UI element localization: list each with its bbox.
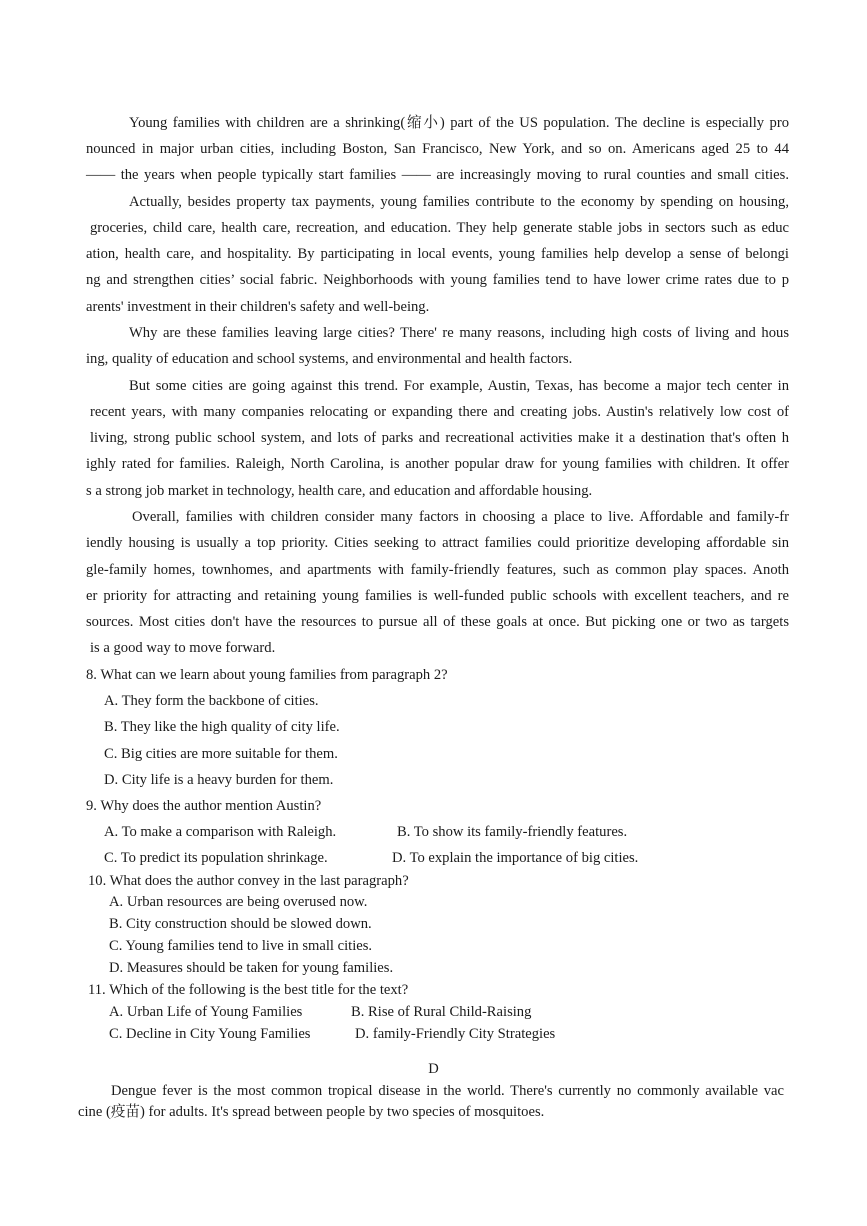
question-stem: 9. Why does the author mention Austin?: [86, 798, 322, 814]
option-a: A. They form the backbone of cities.: [104, 693, 319, 709]
text-line: iendly housing is usually a top priority. Cities seeking to attract families could prioritize developing affordable sin: [86, 535, 789, 551]
option-c: C. Decline in City Young Families: [109, 1026, 311, 1042]
option-d: D. To explain the importance of big cities.: [392, 850, 639, 866]
text-line: living, strong public school system, and lots of parks and recreational activities make it a destination that's often h: [90, 430, 789, 446]
text-line: ing, quality of education and school systems, and environmental and health factors.: [86, 351, 573, 367]
text-line: arents' investment in their children's safety and well-being.: [86, 299, 430, 315]
option-c: C. Big cities are more suitable for them.: [104, 746, 338, 762]
option-b: B. City construction should be slowed down.: [109, 916, 372, 932]
text-line: Why are these families leaving large cities? There' re many reasons, including high costs of living and hous: [129, 325, 789, 341]
option-c: C. Young families tend to live in small cities.: [109, 938, 373, 954]
text-line: recent years, with many companies relocating or expanding there and creating jobs. Austin's relatively low cost of: [90, 404, 789, 420]
option-a: A. To make a comparison with Raleigh.: [104, 824, 337, 840]
option-b: B. To show its family-friendly features.: [397, 824, 628, 840]
option-d: D. family-Friendly City Strategies: [355, 1026, 556, 1042]
text-line: ng and strengthen cities’ social fabric. Neighborhoods with young families tend to have lower crime rates due to p: [86, 272, 789, 288]
text-line: ighly rated for families. Raleigh, North Carolina, is another popular draw for young families with children. It offer: [86, 456, 789, 472]
text-line: er priority for attracting and retaining young families is well-funded public schools with excellent teachers, and re: [86, 588, 789, 604]
option-b: B. They like the high quality of city life.: [104, 719, 340, 735]
text-line: gle-family homes, townhomes, and apartments with family-friendly features, such as common play spaces. Anoth: [86, 562, 789, 578]
question-stem: 11. Which of the following is the best title for the text?: [88, 982, 409, 998]
text-line: ation, health care, and hospitality. By participating in local events, young families help develop a sense of belongi: [86, 246, 789, 262]
text-line: is a good way to move forward.: [90, 640, 276, 656]
text-line: cine (疫苗) for adults. It's spread between people by two species of mosquitoes.: [78, 1104, 545, 1120]
text-line: groceries, child care, health care, recreation, and education. They help generate stable jobs in sectors such as educ: [90, 220, 789, 236]
text-line: —— the years when people typically start families —— are increasingly moving to rural counties and small cities.: [86, 167, 789, 183]
text-line: Young families with children are a shrinking(缩小) part of the US population. The decline is especially pro: [129, 115, 789, 131]
text-line: nounced in major urban cities, including Boston, San Francisco, New York, and so on. Americans aged 25 to 44: [86, 141, 789, 157]
text-line: Actually, besides property tax payments, young families contribute to the economy by spending on housing,: [129, 194, 789, 210]
option-c: C. To predict its population shrinkage.: [104, 850, 328, 866]
option-d: D. City life is a heavy burden for them.: [104, 772, 334, 788]
option-b: B. Rise of Rural Child-Raising: [351, 1004, 532, 1020]
text-line: But some cities are going against this trend. For example, Austin, Texas, has become a major tech center in: [129, 378, 789, 394]
option-d: D. Measures should be taken for young families.: [109, 960, 394, 976]
text-line: s a strong job market in technology, health care, and education and affordable housing.: [86, 483, 593, 499]
option-a: A. Urban Life of Young Families: [109, 1004, 303, 1020]
text-line: Overall, families with children consider many factors in choosing a place to live. Affordable and family-fr: [132, 509, 789, 525]
question-stem: 10. What does the author convey in the last paragraph?: [88, 873, 409, 889]
text-line: sources. Most cities don't have the resources to pursue all of these goals at once. But picking one or two as targets: [86, 614, 789, 630]
text-line: Dengue fever is the most common tropical disease in the world. There's currently no commonly available vac: [111, 1083, 784, 1099]
section-heading: D: [428, 1061, 439, 1077]
question-stem: 8. What can we learn about young families from paragraph 2?: [86, 667, 448, 683]
option-a: A. Urban resources are being overused now.: [109, 894, 368, 910]
